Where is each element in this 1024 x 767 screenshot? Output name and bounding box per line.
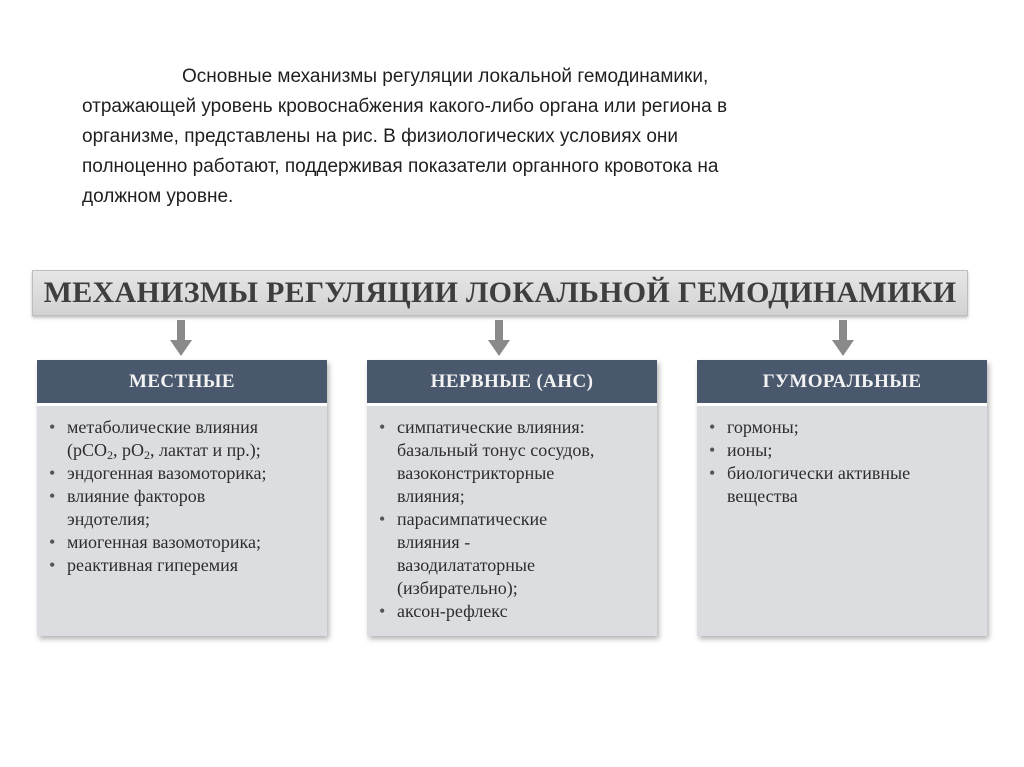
column-header: [367, 360, 657, 406]
list-item: [379, 508, 649, 600]
intro-line: Основные механизмы регуляции локальной гемодинамики,: [182, 66, 709, 87]
intro-paragraph: [82, 62, 942, 212]
list-item: [379, 416, 649, 508]
intro-line: отражающей уровень кровоснабжения какого-либо органа или региона в: [82, 96, 728, 117]
list-item-line: эндотелия;: [67, 509, 151, 529]
list-item-line: • миогенная вазомоторика;: [67, 532, 261, 552]
list-item-line: • симпатические влияния:: [397, 417, 585, 437]
list-item-line: вещества: [727, 486, 798, 506]
list-item: [379, 600, 649, 623]
list-item-line: • ионы;: [727, 440, 773, 460]
list-item-line: вазоконстрикторные: [397, 463, 555, 483]
column-header-label: МЕСТНЫЕ: [129, 370, 235, 392]
list-item: [709, 439, 979, 462]
list-item-line: базальный тонус сосудов,: [397, 440, 595, 460]
intro-line: должном уровне.: [82, 186, 234, 207]
list-item-line: • аксон-рефлекс: [397, 601, 508, 621]
list-item: [49, 485, 319, 531]
list-item: [49, 531, 319, 554]
list-item-line: • эндогенная вазомоторика;: [67, 463, 267, 483]
list-item-line: • метаболические влияния: [67, 417, 259, 437]
list-item-line: • гормоны;: [727, 417, 799, 437]
column-nervous: [367, 360, 657, 636]
list-item-line: • биологически активные: [727, 463, 911, 483]
column-list: [367, 406, 657, 623]
list-item-line: • влияние факторов: [67, 486, 206, 506]
list-item: [49, 416, 319, 462]
list-item: [49, 462, 319, 485]
column-local: [37, 360, 327, 636]
down-arrow-icon: [170, 320, 192, 356]
list-item-line: влияния;: [397, 486, 465, 506]
down-arrow-icon: [488, 320, 510, 356]
intro-line: полноценно работают, поддерживая показатели органного кровотока на: [82, 156, 719, 177]
formula-line: (рСО$_2$, $рО_2$, лактат и пр.);: [67, 440, 261, 462]
column-humoral: [697, 360, 987, 636]
list-item-line: • реактивная гиперемия: [67, 555, 239, 575]
diagram-title-banner: [32, 270, 968, 316]
list-item: [49, 554, 319, 577]
list-item-line: (избирательно);: [397, 578, 518, 598]
column-list: [697, 406, 987, 508]
column-list: [37, 406, 327, 577]
list-item-line: вазодилататорные: [397, 555, 535, 575]
column-header-label: ГУМОРАЛЬНЫЕ: [762, 370, 922, 392]
column-header-label: НЕРВНЫЕ (АНС): [430, 370, 594, 392]
list-item: [709, 416, 979, 439]
list-item-line: влияния -: [397, 532, 471, 552]
list-item-line: • парасимпатические: [397, 509, 548, 529]
column-header: [697, 360, 987, 406]
intro-line: организме, представлены на рис. В физиологических условиях они: [82, 126, 679, 147]
list-item: [709, 462, 979, 508]
column-header: [37, 360, 327, 406]
diagram-title: МЕХАНИЗМЫ РЕГУЛЯЦИИ ЛОКАЛЬНОЙ ГЕМОДИНАМИКИ: [43, 276, 957, 309]
down-arrow-icon: [832, 320, 854, 356]
